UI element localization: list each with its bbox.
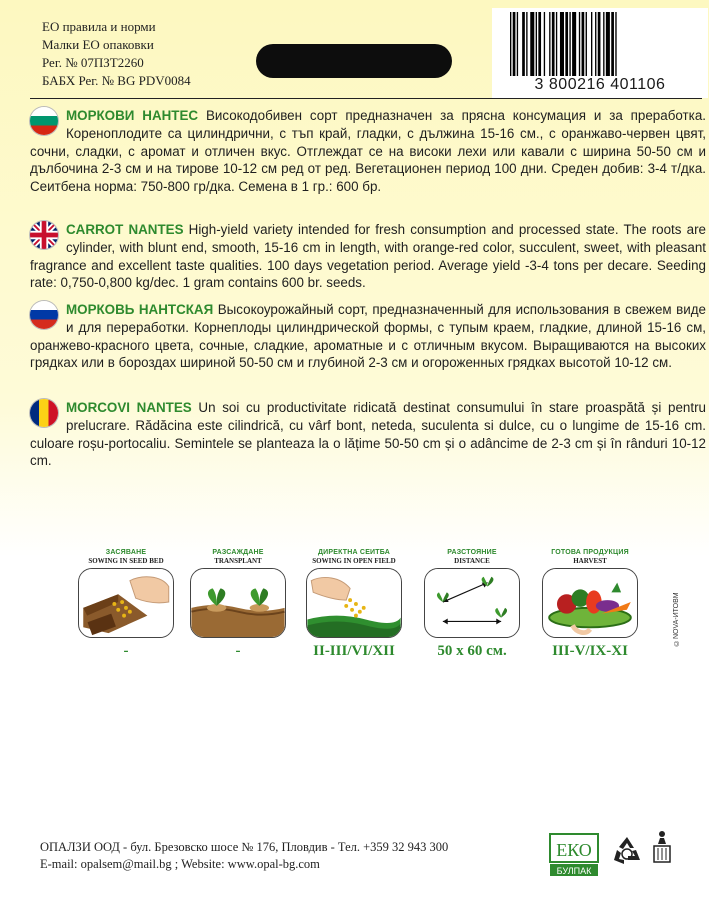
barcode-number: 3 800216 401106 bbox=[534, 76, 666, 93]
description-title: МОРКОВИ НАНТЕС bbox=[66, 108, 199, 123]
barcode-bar bbox=[572, 12, 576, 76]
description-en bbox=[30, 221, 706, 292]
barcode-bar bbox=[530, 12, 534, 76]
pictogram-direct-sowing bbox=[306, 548, 402, 660]
barcode-bar bbox=[595, 12, 596, 76]
footer bbox=[40, 839, 448, 873]
pictogram-label-bg: РАЗСАЖДАНЕ bbox=[212, 549, 264, 556]
description-ro bbox=[30, 399, 706, 470]
barcode-bar bbox=[556, 12, 557, 76]
barcode-bar bbox=[582, 12, 585, 76]
pictogram-label-en: DISTANCE bbox=[454, 557, 490, 565]
barcode-bar bbox=[615, 12, 616, 76]
reg-line: Малки ЕО опаковки bbox=[42, 37, 154, 52]
romania-flag-icon bbox=[30, 399, 58, 427]
pictogram-label-en: HARVEST bbox=[573, 557, 607, 565]
description-title: CARROT NANTES bbox=[66, 222, 184, 237]
barcode-bar bbox=[611, 12, 614, 76]
barcode-bar bbox=[536, 12, 537, 76]
pictogram-label-bg: ГОТОВА ПРОДУКЦИЯ bbox=[551, 549, 629, 556]
barcode-bar bbox=[538, 12, 541, 76]
barcode-bar bbox=[544, 12, 545, 76]
pictogram-distance bbox=[424, 548, 520, 660]
barcode-bar bbox=[579, 12, 580, 76]
description-bg bbox=[30, 107, 706, 196]
registration-info bbox=[42, 18, 191, 90]
pictogram-label-bg: ДИРЕКТНА СЕИТБА bbox=[318, 549, 390, 556]
pictogram-transplant bbox=[190, 548, 286, 660]
description-title: МОРКОВЬ НАНТСКАЯ bbox=[66, 302, 214, 317]
barcode-bar bbox=[526, 12, 527, 76]
footer-address: ОПАЛЗИ ООД - бул. Брезовско шосе № 176, Пловдив - Тел. +359 32 943 300 bbox=[40, 840, 449, 854]
barcode-bars bbox=[510, 12, 700, 76]
pictogram-value: III-V/IX-XI bbox=[552, 643, 628, 659]
pictogram-value: - bbox=[235, 643, 241, 659]
sowing-seedbed-icon bbox=[78, 568, 174, 638]
russia-flag-icon bbox=[30, 301, 58, 329]
barcode-bar bbox=[552, 12, 555, 76]
barcode-bar bbox=[510, 12, 511, 76]
barcode-bar bbox=[569, 12, 570, 76]
reg-line: БАБХ Рег. № BG PDV0084 bbox=[42, 73, 191, 88]
pictogram-label-bg: ЗАСЯВАНЕ bbox=[105, 549, 147, 556]
barcode-bar bbox=[603, 12, 604, 76]
barcode-bar bbox=[549, 12, 550, 76]
reg-line: ЕО правила и норми bbox=[42, 19, 156, 34]
description-title: MORCOVI NANTES bbox=[66, 400, 192, 415]
eko-bulpak-logo bbox=[548, 832, 600, 878]
header-divider bbox=[30, 98, 702, 99]
barcode-bar bbox=[591, 12, 592, 76]
pictogram-harvest bbox=[542, 548, 638, 660]
reg-line: Рег. № 07ПЗТ2260 bbox=[42, 55, 144, 70]
pictogram-value: II-III/VI/XII bbox=[313, 643, 395, 659]
description-text: Высокоурожайный сорт, предназначенный для использования в свежем виде и для переработки. Корнеплоды цилиндрической формы, с тупым краем, гладкие, длиной 15-16 см, оранжево-красного цвета, сочные, сладкие, ароматные и с отличным вкусом. Выращиваются на высоких грядках или в бороздах шириной 50-50 см и глубиной 2-3 см и огороженных грядках высотой 10-12 см. bbox=[30, 302, 706, 371]
description-text: Високодобивен сорт предназначен за прясна консумация и за преработка. Кореноплодите са цилиндрични, с тъп край, гладки, с дължина 15-16 см., с оранжаво-червен цвят, сочни, сладки, с аромат и отличен вкус. Отглеждат се на високи лехи или кавали с ширина 50-50 см и дълбочина 2-3 см и на тирове 10-12 см ред от ред. Вегетационен период 100 дни. Среден добив: 3-4 т/дка. Сеитбена норма: 750-800 гр/дка. Семена в 1 гр.: 600 бр. bbox=[30, 108, 706, 195]
pictogram-label-en: TRANSPLANT bbox=[214, 557, 262, 565]
barcode bbox=[492, 8, 708, 98]
uk-flag-icon bbox=[30, 221, 58, 249]
recycle-icon bbox=[612, 834, 642, 868]
barcode-bar bbox=[522, 12, 525, 76]
eko-bottom-text: БУЛПАК bbox=[556, 866, 592, 876]
footer-contact: E-mail: opalsem@mail.bg ; Website: www.opal-bg.com bbox=[40, 857, 320, 871]
distance-icon bbox=[424, 568, 520, 638]
barcode-bar bbox=[586, 12, 587, 76]
pictogram-value: - bbox=[123, 643, 129, 659]
barcode-bar bbox=[517, 12, 518, 76]
barcode-bar bbox=[598, 12, 601, 76]
transplant-icon bbox=[190, 568, 286, 638]
description-text: High-yield variety intended for fresh consumption and processed state. The roots are cylinder, with blunt end, smooth, 15-16 cm in length, with orange-red color, succulent, sweet, with pleasant fragrance and excellent taste qualities. 100 days vegetation period. Average yield -3-4 tons per decare. Seeding rate: 0,750-0,800 kg/dec. 1 gram contains 600 br. seeds. bbox=[30, 222, 706, 291]
pictogram-sowing-seedbed bbox=[78, 548, 174, 660]
barcode-bar bbox=[606, 12, 610, 76]
harvest-icon bbox=[542, 568, 638, 638]
side-code: ©NOVA-ИТОВМ bbox=[673, 592, 680, 646]
barcode-bar bbox=[565, 12, 568, 76]
pictogram-label-en: SOWING IN OPEN FIELD bbox=[312, 557, 396, 565]
description-ru bbox=[30, 301, 706, 372]
pictogram-label-bg: РАЗСТОЯНИЕ bbox=[447, 549, 497, 556]
barcode-bar bbox=[560, 12, 564, 76]
no-litter-bin-icon bbox=[650, 830, 674, 864]
barcode-bar bbox=[513, 12, 516, 76]
pictogram-value: 50 x 60 см. bbox=[437, 643, 507, 659]
eko-top-text: ЕКО bbox=[556, 840, 592, 860]
black-window-pill bbox=[256, 44, 452, 78]
pictogram-label-en: SOWING IN SEED BED bbox=[88, 557, 164, 565]
direct-sowing-icon bbox=[306, 568, 402, 638]
description-text: Un soi cu productivitate ridicată destinat consumului în stare proaspătă și pentru prelucrare. Rădăcina este cilindrică, cu vârf bont, neteda, suculenta si dulce, cu o lungime de 15-16 cm. culoare roșu-portocaliu. Semintele se planteaza la o lățime 50-50 cm și o adâncime de 2-3 cm și în rânduri 10-12 cm. bbox=[30, 400, 706, 469]
bulgaria-flag-icon bbox=[30, 107, 58, 135]
